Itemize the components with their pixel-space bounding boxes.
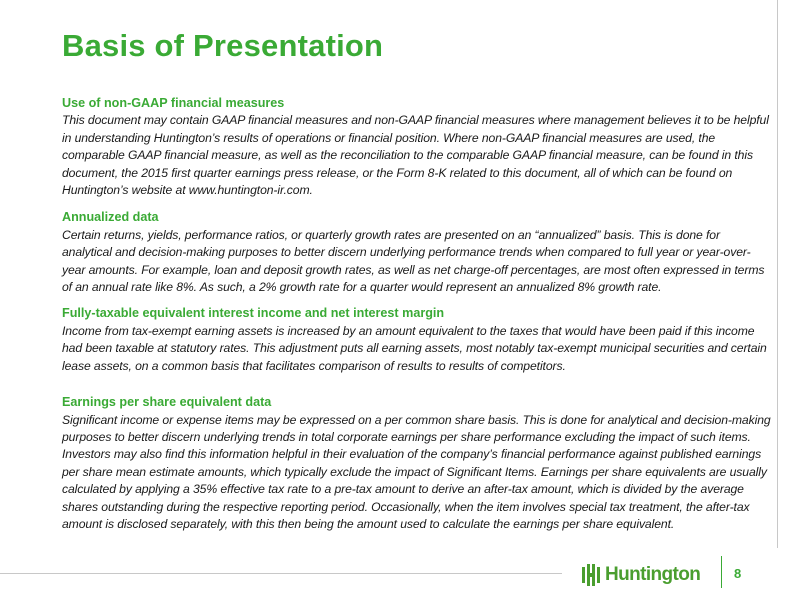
section-heading: Use of non-GAAP financial measures	[62, 96, 285, 110]
huntington-logo-icon	[581, 564, 601, 586]
section-fte-interest	[62, 305, 772, 375]
section-body: This document may contain GAAP financial measures and non-GAAP financial measures where management believes it to be helpful in understanding Huntington’s results of operations or financial position. Where non-GAAP financial measures are used, the comparable GAAP financial measure, as well as the reconciliation to the comparable GAAP financial measure, can be found in this document, the 2015 first quarter earnings press release, or the Form 8-K related to this document, all of which can be found on Huntington’s website at www.huntington-ir.com.	[62, 113, 769, 198]
page-number: 8	[734, 566, 742, 581]
section-eps-equivalent	[62, 394, 772, 533]
section-heading: Annualized data	[62, 210, 159, 225]
footer-divider-line	[0, 573, 562, 574]
section-heading: Fully-taxable equivalent interest income and net interest margin	[62, 306, 445, 321]
section-body: Income from tax-exempt earning assets is increased by an amount equivalent to the taxes that would have been paid if this income had been taxable at statutory rates. This adjustment puts all earning assets, most notably tax-exempt municipal securities and certain lease assets, on a common basis that facilitates comparison of results to results of competitors.	[62, 323, 767, 373]
huntington-logo	[581, 562, 700, 588]
section-heading: Earnings per share equivalent data	[62, 395, 272, 410]
section-body: Significant income or expense items may be expressed on a per common share basis. This is done for analytical and decision-making purposes to better discern underlying trends in total corporate earnings per share performance excluding the impact of such items. Investors may also find this information helpful in their evaluation of the company’s financial performance against published earnings per share mean estimate amounts, which typically exclude the impact of Significant Items. Earnings per share equivalents are usually calculated by applying a 35% effective tax rate to a pre-tax amount to derive an after-tax amount, which is divided by the average shares outstanding during the respective reporting period. Occasionally, when the item involves special tax treatment, the after-tax amount is disclosed separately, with this then being the amount used to calculate the earnings per share equivalent.	[62, 412, 771, 531]
section-annualized-data	[62, 209, 772, 296]
section-non-gaap	[62, 95, 772, 199]
right-divider-line	[777, 0, 778, 548]
footer-separator	[721, 556, 722, 588]
logo-wordmark: Huntington	[605, 564, 701, 585]
content-area	[62, 95, 772, 533]
section-body: Certain returns, yields, performance ratios, or quarterly growth rates are presented on an “annualized” basis. This is done for analytical and decision-making purposes to better discern underlying performance trends when compared to full year or year-over-year amounts. For example, loan and deposit growth rates, as well as net charge-off percentages, are most often expressed in terms of an annual rate like 8%. As such, a 2% growth rate for a quarter would represent an annualized 8% growth rate.	[62, 227, 765, 295]
page-title: Basis of Presentation	[62, 28, 384, 63]
